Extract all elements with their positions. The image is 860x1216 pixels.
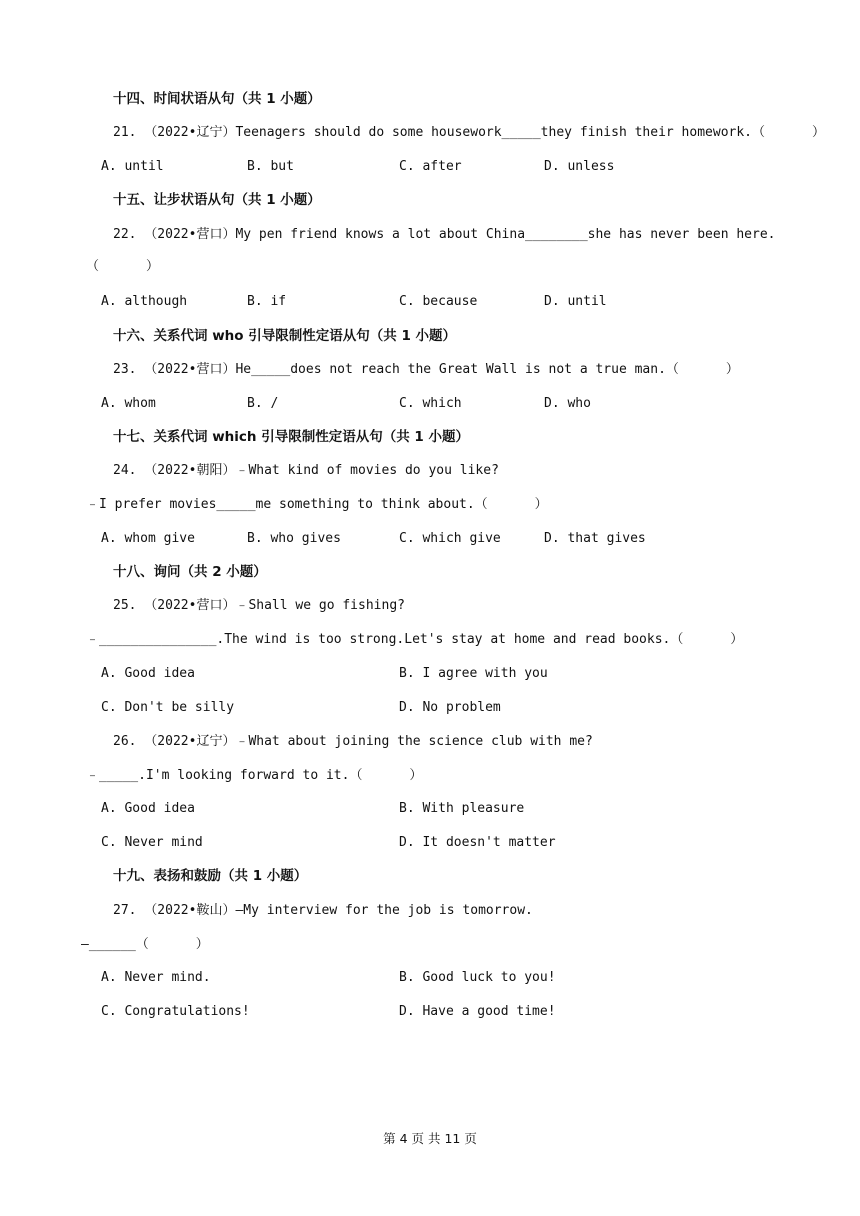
question-25-response: ﹣_______________.The wind is too strong.Let's stay at home and read books.（ ） — [86, 632, 744, 647]
q23-option-a: A. whom — [101, 396, 156, 411]
q21-option-d: D. unless — [544, 159, 615, 174]
section-heading-18: 十八、询问（共 2 小题） — [113, 564, 267, 580]
q26-option-b: B. With pleasure — [399, 801, 525, 816]
q22-option-d: D. until — [544, 294, 607, 309]
q21-option-b: B. but — [247, 159, 294, 174]
question-23-text: 23. （2022•营口）He_____does not reach the Great Wall is not a true man.（ ） — [113, 362, 739, 377]
q24-option-a: A. whom give — [101, 531, 195, 546]
q23-option-c: C. which — [399, 396, 462, 411]
q27-option-a: A. Never mind. — [101, 970, 211, 985]
q26-option-c: C. Never mind — [101, 835, 203, 850]
q25-option-b: B. I agree with you — [399, 666, 548, 681]
question-25-text: 25. （2022•营口）﹣Shall we go fishing? — [113, 598, 405, 613]
question-24-text: 24. （2022•朝阳）﹣What kind of movies do you like? — [113, 463, 499, 478]
question-21-text: 21. （2022•辽宁）Teenagers should do some housework_____they finish their homework.（ ） — [113, 125, 825, 140]
section-heading-19: 十九、表扬和鼓励（共 1 小题） — [113, 868, 308, 884]
q22-option-a: A. although — [101, 294, 188, 309]
section-heading-14: 十四、时间状语从句（共 1 小题） — [113, 91, 321, 107]
q24-option-c: C. which give — [399, 531, 501, 546]
question-22-answer-bracket: （ ） — [86, 259, 159, 274]
page-number-footer: 第 4 页 共 11 页 — [383, 1131, 477, 1146]
q25-option-c: C. Don't be silly — [101, 700, 235, 715]
section-heading-17: 十七、关系代词 which 引导限制性定语从句（共 1 小题） — [113, 429, 470, 445]
q24-option-d: D. that gives — [544, 531, 646, 546]
q26-option-d: D. It doesn't matter — [399, 835, 556, 850]
question-27-text: 27. （2022•鞍山）—My interview for the job is tomorrow. — [113, 903, 533, 918]
question-24-response: ﹣I prefer movies_____me something to think about.（ ） — [86, 497, 548, 512]
q21-option-a: A. until — [101, 159, 164, 174]
q22-option-b: B. if — [247, 294, 287, 309]
q23-option-d: D. who — [544, 396, 591, 411]
q25-option-a: A. Good idea — [101, 666, 195, 681]
question-26-text: 26. （2022•辽宁）﹣What about joining the science club with me? — [113, 734, 593, 749]
question-26-response: ﹣_____.I'm looking forward to it.（ ） — [86, 768, 423, 783]
q23-option-b: B. / — [247, 396, 279, 411]
section-heading-15: 十五、让步状语从句（共 1 小题） — [113, 192, 321, 208]
q22-option-c: C. because — [399, 294, 478, 309]
q24-option-b: B. who gives — [247, 531, 341, 546]
q21-option-c: C. after — [399, 159, 462, 174]
q27-option-b: B. Good luck to you! — [399, 970, 556, 985]
section-heading-16: 十六、关系代词 who 引导限制性定语从句（共 1 小题） — [113, 328, 457, 344]
question-22-text: 22. （2022•营口）My pen friend knows a lot about China________she has never been here. — [113, 227, 776, 242]
q27-option-c: C. Congratulations! — [101, 1004, 250, 1019]
q27-option-d: D. Have a good time! — [399, 1004, 556, 1019]
q25-option-d: D. No problem — [399, 700, 501, 715]
q26-option-a: A. Good idea — [101, 801, 195, 816]
question-27-response: —______（ ） — [81, 937, 209, 952]
